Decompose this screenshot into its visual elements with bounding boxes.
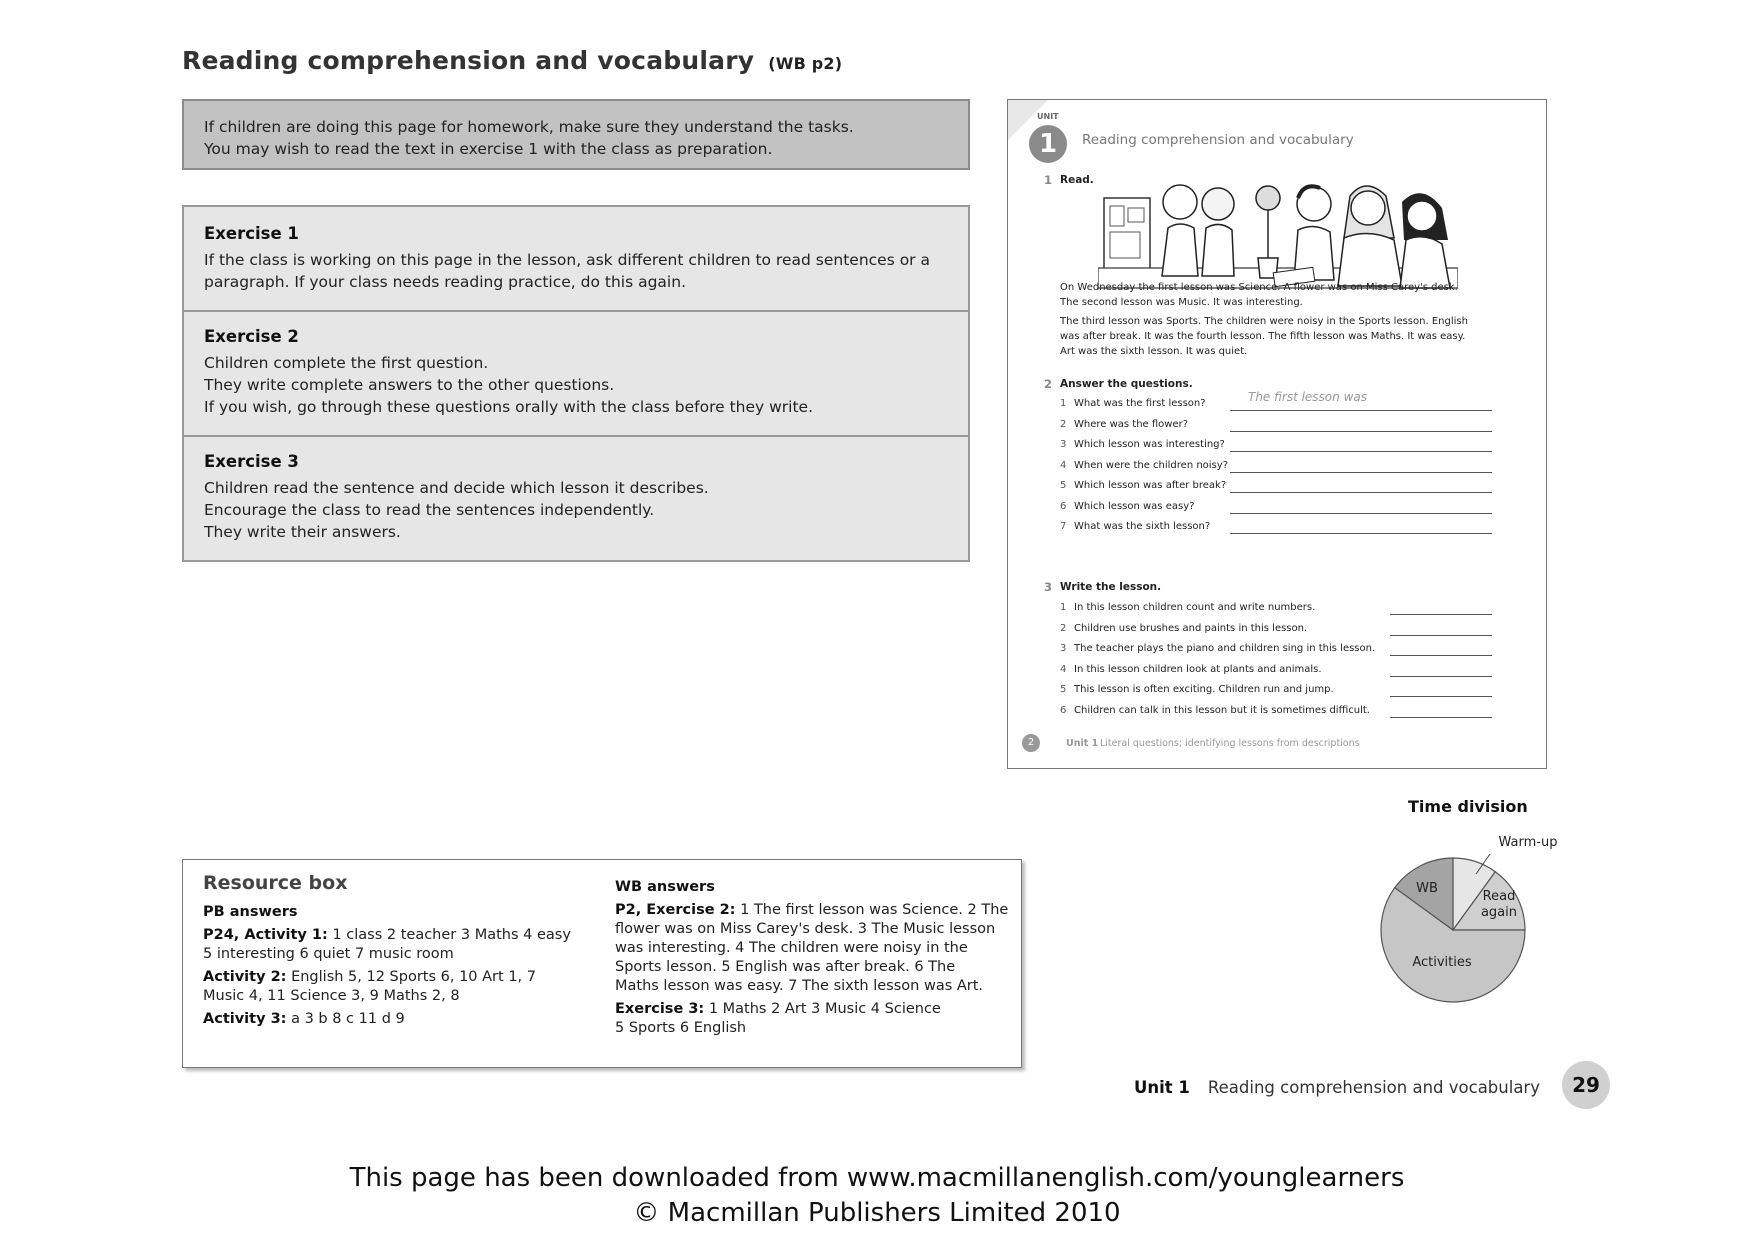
pb-activity-3 <box>203 1010 583 1029</box>
answer-label: P24, Activity 1: <box>203 927 328 943</box>
pb-activity-1 <box>203 926 583 964</box>
item-number: 4 <box>1060 663 1067 675</box>
question-number: 7 <box>1060 521 1067 532</box>
question-number: 1 <box>1060 398 1067 409</box>
ex3-label: Write the lesson. <box>1060 581 1162 593</box>
exercise-line: Children complete the first question. <box>204 354 489 372</box>
item-number: 1 <box>1060 602 1067 613</box>
answer-text: English 5, 12 Sports 6, 10 Art 1, 7 <box>291 969 536 985</box>
exercise-line: Encourage the class to read the sentences independently. <box>204 501 655 519</box>
answer-line <box>1230 451 1492 452</box>
item-text: The teacher plays the piano and children sing in this lesson. <box>1074 643 1376 654</box>
download-notice: This page has been downloaded from www.macmillanenglish.com/younglearners <box>349 1163 1405 1193</box>
item-number: 2 <box>1060 622 1067 634</box>
slice-label-read-again: Read again <box>1480 889 1518 920</box>
resource-box-title: Resource box <box>203 872 348 894</box>
question-number: 3 <box>1060 439 1067 450</box>
wb-exercise-2-answers <box>615 901 1015 996</box>
answer-line <box>1390 676 1492 677</box>
answer-line <box>1230 492 1492 493</box>
pb-activity-2 <box>203 968 583 1006</box>
exercise-title: Exercise 2 <box>204 327 299 346</box>
footer-unit: Unit 1 <box>1134 1078 1190 1097</box>
item-text: This lesson is often exciting. Children run and jump. <box>1074 684 1334 695</box>
wb-answers-heading: WB answers <box>615 879 715 895</box>
unit-number: 1 <box>1038 129 1058 159</box>
answer-line <box>1230 533 1492 534</box>
answer-line <box>1390 614 1492 615</box>
pb-answers-heading: PB answers <box>203 904 298 920</box>
answer-text: Music 4, 11 Science 3, 9 Maths 2, 8 <box>203 988 460 1004</box>
item-text: Children use brushes and paints in this lesson. <box>1074 622 1308 634</box>
exercise-line: They write complete answers to the other questions. <box>204 376 615 394</box>
question-text: Which lesson was interesting? <box>1074 439 1225 450</box>
question-number: 4 <box>1060 459 1067 471</box>
exercise-line: Children read the sentence and decide which lesson it describes. <box>204 479 709 497</box>
exercise-title: Exercise 3 <box>204 452 299 471</box>
item-number: 3 <box>1060 643 1067 654</box>
ex3-number: 3 <box>1044 580 1053 594</box>
workbook-title: Reading comprehension and vocabulary <box>1082 132 1354 148</box>
page-footer <box>1134 1078 1540 1097</box>
item-text: In this lesson children count and write numbers. <box>1074 602 1316 613</box>
answer-line <box>1230 410 1492 411</box>
workbook-page-preview <box>1007 99 1547 769</box>
answer-text: Maths lesson was easy. 7 The sixth lesson was Art. <box>615 978 984 994</box>
answer-line <box>1230 472 1492 473</box>
workbook-page-number: 2 <box>1022 734 1040 752</box>
slice-label-wb: WB <box>1416 881 1438 896</box>
item-number: 5 <box>1060 684 1067 695</box>
passage-line: On Wednesday the first lesson was Science. A flower was on Miss Carey's desk. <box>1060 282 1458 293</box>
exercise-title: Exercise 1 <box>204 224 299 243</box>
answer-line <box>1390 635 1492 636</box>
copyright-notice: © Macmillan Publishers Limited 2010 <box>633 1198 1121 1228</box>
question-number: 2 <box>1060 418 1067 430</box>
question-text: Where was the flower? <box>1074 418 1189 430</box>
passage-line: Art was the sixth lesson. It was quiet. <box>1060 346 1248 357</box>
slice-label-activities: Activities <box>1412 955 1472 970</box>
page-title <box>182 46 842 75</box>
answer-line <box>1390 717 1492 718</box>
page-title-text: Reading comprehension and vocabulary <box>182 46 755 75</box>
answer-text: 1 The first lesson was Science. 2 The <box>740 902 1009 918</box>
workbook-footer-unit: Unit 1 <box>1066 738 1099 749</box>
workbook-footer-desc: Literal questions; identifying lessons from descriptions <box>1100 738 1360 749</box>
footer-title: Reading comprehension and vocabulary <box>1207 1078 1540 1097</box>
item-number: 6 <box>1060 704 1067 716</box>
answer-line <box>1230 431 1492 432</box>
classroom-illustration-icon <box>1098 168 1458 296</box>
slice-label-warm-up: Warm-up <box>1498 835 1558 850</box>
question-text: Which lesson was after break? <box>1074 480 1227 491</box>
question-text: Which lesson was easy? <box>1074 500 1195 512</box>
unit-label: UNIT <box>1037 112 1059 121</box>
chart-title: Time division <box>1408 797 1528 816</box>
item-text: In this lesson children look at plants and animals. <box>1074 663 1322 675</box>
exercise-line: They write their answers. <box>204 523 401 541</box>
ex1-label: Read. <box>1060 174 1094 186</box>
question-text: What was the sixth lesson? <box>1074 521 1211 532</box>
exercise-2 <box>184 310 968 435</box>
ex2-label: Answer the questions. <box>1060 378 1193 390</box>
page-number: 29 <box>1562 1061 1610 1109</box>
question-text: When were the children noisy? <box>1074 459 1229 471</box>
question-number: 5 <box>1060 480 1067 491</box>
question-number: 6 <box>1060 500 1067 512</box>
pb-answers-column <box>203 874 583 1033</box>
answer-text: 1 Maths 2 Art 3 Music 4 Science <box>708 1001 941 1017</box>
exercise-notes <box>182 205 970 562</box>
wb-answers-column <box>615 878 1015 1042</box>
exercise-line: If you wish, go through these questions orally with the class before they write. <box>204 398 814 416</box>
answer-line <box>1390 696 1492 697</box>
passage-line: was after break. It was the fourth lesson. The fifth lesson was Maths. It was easy. <box>1060 331 1466 342</box>
note-line: You may wish to read the text in exercise 1 with the class as preparation. <box>204 140 773 158</box>
answer-text: 5 interesting 6 quiet 7 music room <box>203 946 454 962</box>
note-line: If children are doing this page for homework, make sure they understand the tasks. <box>204 118 854 136</box>
exercise-1 <box>184 207 968 310</box>
wb-exercise-3-answers <box>615 1000 1015 1038</box>
ex1-number: 1 <box>1044 173 1053 187</box>
answer-label: Activity 2: <box>203 969 287 985</box>
answer-text: 1 class 2 teacher 3 Maths 4 easy <box>332 927 571 943</box>
answer-text: flower was on Miss Carey's desk. 3 The Music lesson <box>615 921 996 937</box>
answer-text: was interesting. 4 The children were noisy in the <box>615 940 968 956</box>
item-text: Children can talk in this lesson but it is sometimes difficult. <box>1074 704 1370 716</box>
example-answer: The first lesson was <box>1248 390 1367 404</box>
answer-text: Sports lesson. 5 English was after break. 6 The <box>615 959 956 975</box>
homework-note <box>182 99 970 170</box>
answer-label: Activity 3: <box>203 1011 287 1027</box>
ex2-number: 2 <box>1044 377 1053 391</box>
answer-text: a 3 b 8 c 11 d 9 <box>291 1011 405 1027</box>
answer-label: P2, Exercise 2: <box>615 902 736 918</box>
answer-text: 5 Sports 6 English <box>615 1020 747 1036</box>
answer-line <box>1230 513 1492 514</box>
answer-line <box>1390 655 1492 656</box>
question-text: What was the first lesson? <box>1074 398 1206 409</box>
exercise-line: If the class is working on this page in the lesson, ask different children to read sentences or a <box>204 251 930 269</box>
passage-line: The second lesson was Music. It was interesting. <box>1060 297 1303 308</box>
workbook-page-ref: (WB p2) <box>768 54 843 73</box>
passage-line: The third lesson was Sports. The children were noisy in the Sports lesson. English <box>1060 316 1468 327</box>
exercise-3 <box>184 435 968 560</box>
resource-box <box>182 859 1022 1068</box>
exercise-line: paragraph. If your class needs reading practice, do this again. <box>204 273 686 291</box>
answer-label: Exercise 3: <box>615 1001 705 1017</box>
time-division-pie-chart <box>1370 822 1570 1022</box>
